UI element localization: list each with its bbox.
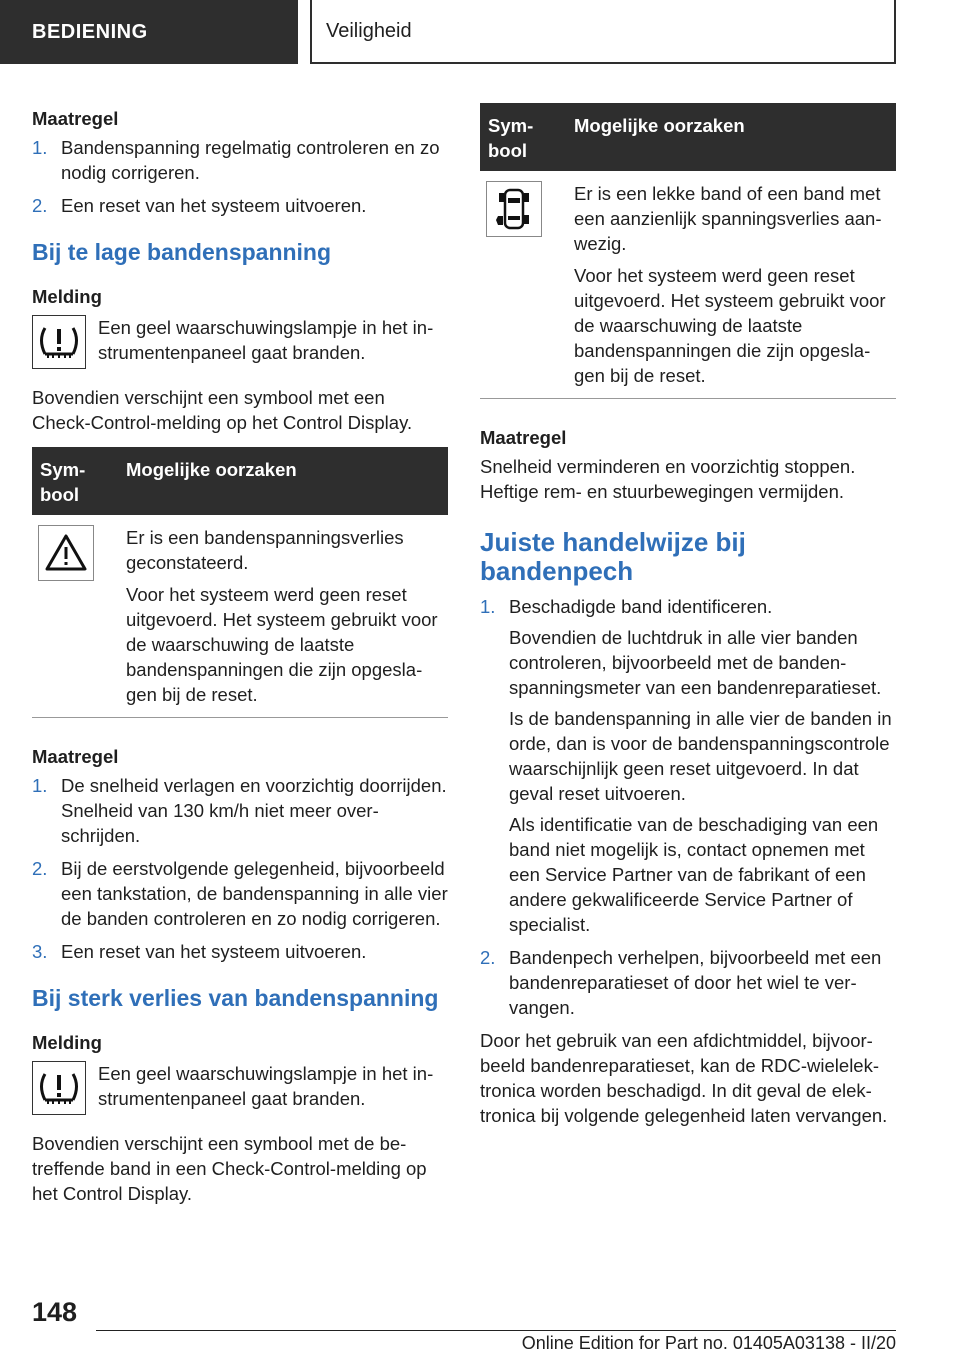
column-header-symbol: Symbool bbox=[480, 103, 566, 171]
symbol-table bbox=[480, 103, 896, 399]
section-tab: BEDIENING bbox=[0, 0, 298, 64]
list-item bbox=[32, 135, 448, 185]
paragraph: Bovendien verschijnt een symbool met de betreffende band in een Check-Control-melding op het Control Display. bbox=[32, 1133, 427, 1204]
step-number: 1. bbox=[32, 137, 48, 158]
step-subtext: Als identificatie van de beschadiging van een band niet mogelijk is, contact opnemen met een Service Partner van de fabrikant of een andere gekwalificeerde Service Partner of specialist. bbox=[509, 814, 879, 935]
step-text: Bij de eerstvolgende gelegenheid, bijvoorbeeld een tankstation, de bandenspanning in alle vier de banden controleren en zo nodig corrigeren. bbox=[61, 858, 448, 929]
cause-text: Er is een bandenspanningsverlies geconstateerd. bbox=[126, 527, 404, 573]
warning-triangle-icon bbox=[38, 525, 94, 581]
step-number: 2. bbox=[480, 947, 496, 968]
column-header-causes: Mogelijke oorzaken bbox=[118, 447, 448, 515]
column-header-symbol: Symbool bbox=[32, 447, 118, 515]
edition-note: Online Edition for Part no. 01405A03138 - II/20 bbox=[521, 1333, 896, 1353]
chapter-title: Veiligheid bbox=[310, 0, 896, 64]
melding-label: Melding bbox=[32, 286, 102, 307]
melding-text: Een geel waarschuwingslampje in het instrumentenpaneel gaat branden. bbox=[98, 1063, 434, 1109]
melding-row bbox=[32, 1061, 448, 1115]
step-text: Bandenpech verhelpen, bijvoorbeeld met een bandenreparatieset of door het wiel te vervangen. bbox=[509, 947, 882, 1018]
paragraph: Door het gebruik van een afdichtmiddel, bijvoorbeeld bandenreparatieset, kan de RDC-wielelektronica worden beschadigd. In dit geval de elektronica bij volgende gelegenheid laten vervangen. bbox=[480, 1030, 888, 1126]
melding-row bbox=[32, 315, 448, 369]
column-header-causes: Mogelijke oorzaken bbox=[566, 103, 896, 171]
maatregel-label: Maatregel bbox=[480, 427, 567, 448]
maatregel-label: Maatregel bbox=[32, 746, 119, 767]
step-subtext: Is de bandenspanning in alle vier de banden in orde, dan is voor de bandenspanningscontrole waarschijnlijk geen reset uitgevoerd. In dat geval reset uitvoeren. bbox=[509, 708, 892, 804]
left-column bbox=[32, 100, 448, 1206]
tire-pressure-warning-icon bbox=[32, 315, 86, 369]
symbol-table bbox=[32, 447, 448, 718]
list-item bbox=[32, 856, 448, 931]
cause-text: Er is een lekke band of een band met een aanzienlijk spanningsverlies aanwezig. bbox=[574, 183, 882, 254]
list-item bbox=[480, 945, 896, 1020]
step-text: Een reset van het systeem uitvoeren. bbox=[61, 941, 367, 962]
page-header bbox=[0, 0, 960, 64]
flat-tire-car-icon bbox=[486, 181, 542, 237]
step-text: Een reset van het systeem uitvoeren. bbox=[61, 195, 367, 216]
maatregel-steps bbox=[32, 135, 448, 218]
list-item bbox=[32, 773, 448, 848]
step-number: 1. bbox=[32, 775, 48, 796]
step-text: Bandenspanning regelmatig controleren en zo nodig corrigeren. bbox=[61, 137, 440, 183]
cause-text: Voor het systeem werd geen reset uitgevoerd. Het systeem gebruikt voor de waarschuwing de laatste bandenspanningen die zijn opgeslagen bij de reset. bbox=[574, 265, 886, 386]
step-number: 2. bbox=[32, 858, 48, 879]
step-number: 2. bbox=[32, 195, 48, 216]
tire-pressure-warning-icon bbox=[32, 1061, 86, 1115]
maatregel-text: Snelheid verminderen en voorzichtig stoppen. Heftige rem- en stuurbewegingen vermijden. bbox=[480, 456, 856, 502]
paragraph: Bovendien verschijnt een symbool met een Check-Control-melding op het Control Display. bbox=[32, 387, 413, 433]
list-item bbox=[32, 939, 448, 964]
list-item bbox=[480, 594, 896, 937]
step-number: 1. bbox=[480, 596, 496, 617]
section-heading: Bij te lage bandenspanning bbox=[32, 239, 332, 265]
step-text: Beschadigde band identificeren. bbox=[509, 596, 773, 617]
maatregel-steps bbox=[32, 773, 448, 964]
step-text: De snelheid verlagen en voorzichtig doorrijden. Snelheid van 130 km/h niet meer overschrijden. bbox=[61, 775, 447, 846]
section-heading: Bij sterk verlies van bandenspanning bbox=[32, 985, 439, 1011]
step-number: 3. bbox=[32, 941, 48, 962]
melding-label: Melding bbox=[32, 1032, 102, 1053]
melding-text: Een geel waarschuwingslampje in het instrumentenpaneel gaat branden. bbox=[98, 317, 434, 363]
right-column bbox=[480, 103, 896, 1128]
step-subtext: Bovendien de luchtdruk in alle vier banden controleren, bijvoorbeeld met de bandenspanningsmeter van een bandenreparatieset. bbox=[509, 627, 882, 698]
page-number: 148 bbox=[32, 1297, 78, 1327]
repair-steps bbox=[480, 594, 896, 1020]
cause-text: Voor het systeem werd geen reset uitgevoerd. Het systeem gebruikt voor de waarschuwing de laatste bandenspanningen die zijn opgeslagen bij de reset. bbox=[126, 584, 438, 705]
maatregel-label: Maatregel bbox=[32, 108, 119, 129]
list-item bbox=[32, 193, 448, 218]
section-heading: Juiste handelwijze bij bandenpech bbox=[480, 527, 746, 586]
